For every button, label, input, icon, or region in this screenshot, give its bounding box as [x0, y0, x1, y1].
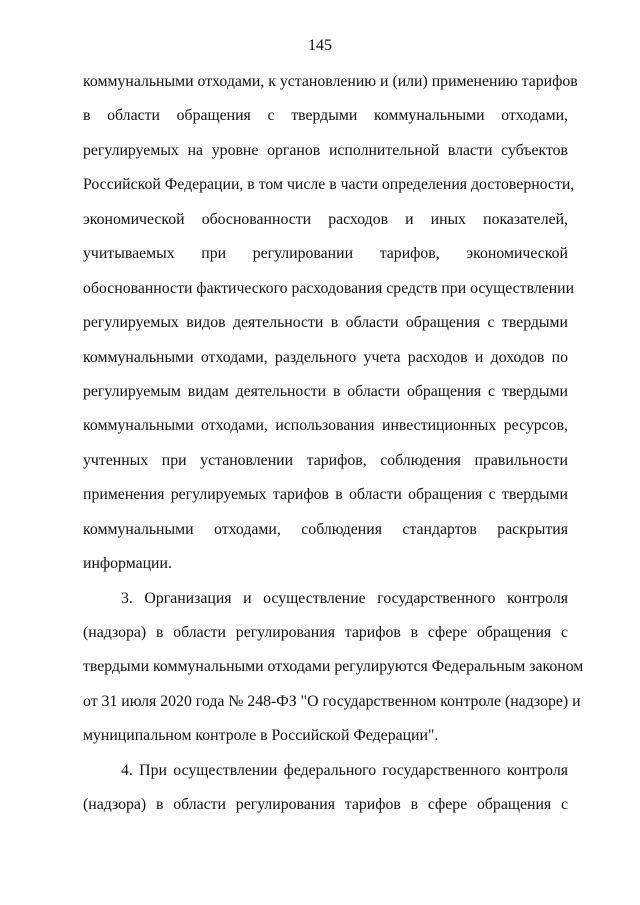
text-line: в области обращения с твердыми коммунальными отходами,: [83, 107, 568, 125]
text-line: Российской Федерации, в том числе в части определения достоверности,: [83, 176, 575, 194]
text-line: от 31 июля 2020 года № 248-ФЗ "О государственном контроле (надзоре) и: [83, 692, 581, 710]
text-line: регулируемым видам деятельности в области обращения с твердыми: [83, 382, 568, 400]
text-line: регулируемых видов деятельности в области обращения с твердыми: [83, 314, 568, 332]
paragraph: [83, 754, 568, 823]
paragraph: [83, 65, 578, 582]
text-line: коммунальными отходами, к установлению и (или) применению тарифов: [83, 73, 578, 90]
text-line: 4. При осуществлении федерального государственного контроля: [121, 761, 568, 779]
text-line: применения регулируемых тарифов в области обращения с твердыми: [83, 486, 568, 504]
text-line: экономической обоснованности расходов и иных показателей,: [83, 210, 568, 228]
text-line: 3. Организация и осуществление государственного контроля: [121, 589, 568, 607]
text-line: коммунальными отходами, использования инвестиционных ресурсов,: [83, 417, 568, 435]
text-line: обоснованности фактического расходования средств при осуществлении: [83, 279, 575, 297]
text-line: учитываемых при регулировании тарифов, экономической: [83, 245, 568, 263]
text-line: твердыми коммунальными отходами регулируются Федеральным законом: [83, 658, 584, 676]
text-line: муниципальном контроле в Российской Федерации".: [83, 727, 439, 745]
page-number: 145: [308, 37, 332, 54]
text-line: коммунальными отходами, соблюдения стандартов раскрытия: [83, 520, 568, 538]
document-body: [83, 65, 584, 823]
text-line: учтенных при установлении тарифов, соблюдения правильности: [83, 451, 568, 469]
text-line: (надзора) в области регулирования тарифов в сфере обращения с: [83, 796, 568, 814]
text-line: информации.: [83, 555, 172, 573]
text-line: (надзора) в области регулирования тарифов в сфере обращения с: [83, 624, 568, 641]
text-line: коммунальными отходами, раздельного учета расходов и доходов по: [83, 348, 568, 366]
paragraph: [83, 582, 584, 754]
text-line: регулируемых на уровне органов исполнительной власти субъектов: [83, 141, 568, 159]
